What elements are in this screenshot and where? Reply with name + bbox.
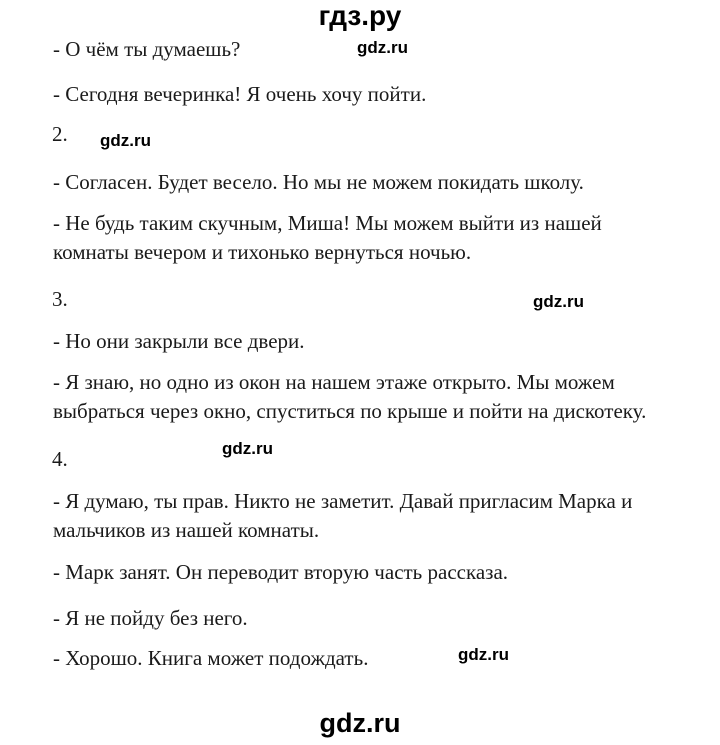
dialogue-line: - Марк занят. Он переводит вторую часть рассказа. (53, 560, 509, 584)
section-number-2: 2. (52, 122, 68, 146)
dialogue-line: - Не будь таким скучным, Миша! Мы можем выйти из нашей (53, 211, 602, 235)
section-number-4: 4. (52, 447, 68, 471)
dialogue-line: - Сегодня вечеринка! Я очень хочу пойти. (53, 82, 427, 106)
section-number-3: 3. (52, 287, 68, 311)
dialogue-line: - Я знаю, но одно из окон на нашем этаже открыто. Мы можем (53, 370, 615, 394)
watermark-gdz-5: gdz.ru (458, 645, 509, 664)
dialogue-line: - Хорошо. Книга может подождать. (53, 646, 369, 670)
watermark-gdz-1: gdz.ru (357, 38, 408, 57)
watermark-gdz-3: gdz.ru (533, 292, 584, 311)
dialogue-line: - Но они закрыли все двери. (53, 329, 305, 353)
dialogue-line: мальчиков из нашей комнаты. (53, 518, 320, 542)
dialogue-line: - Согласен. Будет весело. Но мы не можем покидать школу. (53, 170, 584, 194)
dialogue-line: комнаты вечером и тихонько вернуться ночью. (53, 240, 472, 264)
site-header-logo: гдз.ру (318, 0, 402, 31)
dialogue-line: - Я думаю, ты прав. Никто не заметит. Давай пригласим Марка и (53, 489, 633, 513)
dialogue-line: - Я не пойду без него. (53, 606, 248, 630)
watermark-gdz-4: gdz.ru (222, 439, 273, 458)
dialogue-line: выбраться через окно, спуститься по крыше и пойти на дискотеку. (53, 399, 647, 423)
watermark-gdz-2: gdz.ru (100, 131, 151, 150)
site-footer-logo: gdz.ru (319, 708, 401, 738)
dialogue-line: - О чём ты думаешь? (53, 37, 241, 61)
